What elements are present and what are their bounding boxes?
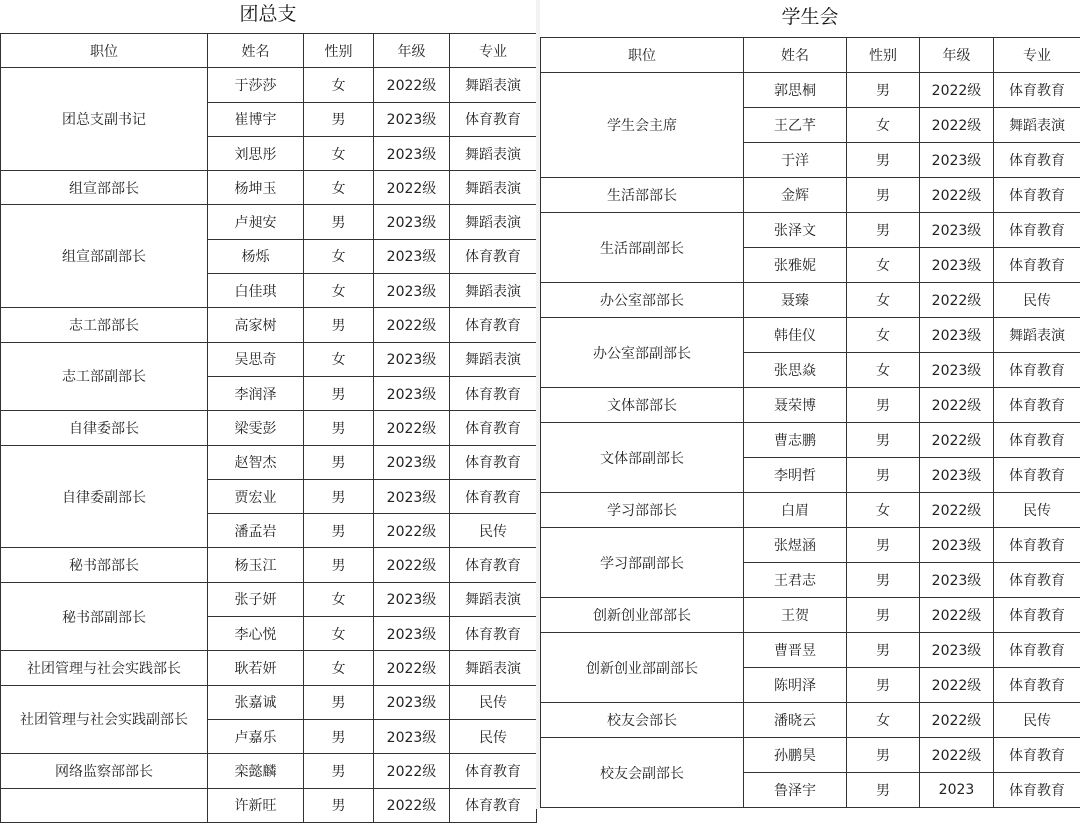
name-cell: 韩佳仪 — [744, 318, 847, 353]
position-cell: 志工部部长 — [1, 308, 208, 342]
gender-cell: 男 — [304, 102, 374, 136]
position-cell: 创新创业部副部长 — [541, 633, 744, 703]
name-cell: 于莎莎 — [208, 68, 304, 102]
grade-cell: 2023级 — [920, 633, 994, 668]
grade-cell: 2022级 — [374, 308, 450, 342]
major-cell: 体育教育 — [450, 411, 537, 445]
name-cell: 栾懿麟 — [208, 754, 304, 788]
grade-cell: 2023级 — [920, 528, 994, 563]
major-cell: 体育教育 — [450, 445, 537, 479]
grade-cell: 2023级 — [374, 136, 450, 170]
grade-cell: 2023级 — [374, 376, 450, 410]
grade-cell: 2023级 — [920, 143, 994, 178]
major-cell: 舞蹈表演 — [994, 318, 1080, 353]
gender-cell: 女 — [304, 171, 374, 205]
name-cell: 金辉 — [744, 178, 847, 213]
name-cell: 张嘉诚 — [208, 685, 304, 719]
grade-cell: 2023级 — [374, 479, 450, 513]
grade-cell: 2022级 — [374, 411, 450, 445]
position-cell: 团总支副书记 — [1, 68, 208, 171]
gender-cell: 男 — [304, 685, 374, 719]
table-header-row — [541, 38, 1080, 73]
table-row — [1, 754, 537, 788]
name-cell: 郭思桐 — [744, 73, 847, 108]
grade-cell: 2022级 — [374, 68, 450, 102]
table-row — [1, 445, 537, 479]
position-cell — [1, 788, 208, 822]
position-cell: 志工部副部长 — [1, 342, 208, 411]
major-cell: 舞蹈表演 — [450, 651, 537, 685]
major-cell: 体育教育 — [450, 102, 537, 136]
major-cell: 体育教育 — [450, 239, 537, 273]
major-cell: 体育教育 — [450, 754, 537, 788]
name-cell: 刘思彤 — [208, 136, 304, 170]
grade-cell: 2022级 — [920, 668, 994, 703]
major-cell: 舞蹈表演 — [450, 342, 537, 376]
grade-cell: 2023级 — [374, 239, 450, 273]
gender-cell: 女 — [847, 318, 920, 353]
table-body — [541, 73, 1080, 808]
gender-cell: 男 — [304, 376, 374, 410]
table-row — [1, 651, 537, 685]
gender-cell: 女 — [847, 248, 920, 283]
gender-cell: 男 — [847, 73, 920, 108]
grade-cell: 2023级 — [920, 563, 994, 598]
name-cell: 梁雯彭 — [208, 411, 304, 445]
gender-cell: 男 — [304, 411, 374, 445]
gender-cell: 男 — [847, 563, 920, 598]
position-cell: 校友会部长 — [541, 703, 744, 738]
table-title: 学生会 — [540, 2, 1080, 32]
gender-cell: 男 — [304, 445, 374, 479]
major-cell: 体育教育 — [994, 73, 1080, 108]
position-cell: 社团管理与社会实践副部长 — [1, 685, 208, 754]
name-cell: 卢昶安 — [208, 205, 304, 239]
major-cell: 舞蹈表演 — [450, 205, 537, 239]
gender-cell: 男 — [847, 178, 920, 213]
table-row — [541, 73, 1080, 108]
grade-cell: 2023级 — [920, 318, 994, 353]
gender-cell: 男 — [304, 548, 374, 582]
grade-cell: 2022级 — [920, 388, 994, 423]
header-gender: 性别 — [847, 38, 920, 73]
major-cell: 体育教育 — [994, 248, 1080, 283]
name-cell: 卢嘉乐 — [208, 719, 304, 753]
header-major: 专业 — [994, 38, 1080, 73]
table-row — [1, 685, 537, 719]
major-cell: 体育教育 — [994, 528, 1080, 563]
grade-cell: 2022级 — [374, 754, 450, 788]
grade-cell: 2022级 — [374, 514, 450, 548]
name-cell: 曹晋昱 — [744, 633, 847, 668]
name-cell: 高家树 — [208, 308, 304, 342]
name-cell: 杨烁 — [208, 239, 304, 273]
name-cell: 白佳琪 — [208, 274, 304, 308]
table-row — [1, 411, 537, 445]
major-cell: 舞蹈表演 — [994, 108, 1080, 143]
gender-cell: 男 — [304, 479, 374, 513]
table-row — [1, 68, 537, 102]
gender-cell: 女 — [304, 68, 374, 102]
gender-cell: 男 — [847, 598, 920, 633]
position-cell: 学生会主席 — [541, 73, 744, 178]
grade-cell: 2023 — [920, 773, 994, 808]
major-cell: 体育教育 — [450, 376, 537, 410]
header-grade: 年级 — [920, 38, 994, 73]
name-cell: 李心悦 — [208, 617, 304, 651]
name-cell: 张煜涵 — [744, 528, 847, 563]
table-row — [541, 213, 1080, 248]
grade-cell: 2022级 — [920, 493, 994, 528]
table-row — [1, 582, 537, 616]
major-cell: 民传 — [994, 283, 1080, 318]
gender-cell: 女 — [847, 493, 920, 528]
position-cell: 组宣部副部长 — [1, 205, 208, 308]
major-cell: 体育教育 — [994, 423, 1080, 458]
name-cell: 耿若妍 — [208, 651, 304, 685]
grade-cell: 2023级 — [374, 274, 450, 308]
grade-cell: 2023级 — [920, 458, 994, 493]
grade-cell: 2022级 — [374, 548, 450, 582]
major-cell: 舞蹈表演 — [450, 171, 537, 205]
position-cell: 文体部副部长 — [541, 423, 744, 493]
name-cell: 张雅妮 — [744, 248, 847, 283]
major-cell: 舞蹈表演 — [450, 582, 537, 616]
position-cell: 办公室部部长 — [541, 283, 744, 318]
name-cell: 王贺 — [744, 598, 847, 633]
gender-cell: 男 — [304, 719, 374, 753]
name-cell: 杨玉江 — [208, 548, 304, 582]
grade-cell: 2022级 — [920, 703, 994, 738]
table-row — [541, 178, 1080, 213]
gender-cell: 女 — [847, 353, 920, 388]
major-cell: 体育教育 — [994, 178, 1080, 213]
name-cell: 杨坤玉 — [208, 171, 304, 205]
table-row — [541, 528, 1080, 563]
table-row — [1, 788, 537, 822]
position-cell: 组宣部部长 — [1, 171, 208, 205]
gender-cell: 男 — [304, 205, 374, 239]
grade-cell: 2023级 — [374, 205, 450, 239]
table-row — [541, 703, 1080, 738]
grade-cell: 2023级 — [374, 445, 450, 479]
table-row — [541, 388, 1080, 423]
gender-cell: 男 — [847, 738, 920, 773]
gender-cell: 女 — [304, 136, 374, 170]
major-cell: 舞蹈表演 — [450, 274, 537, 308]
gender-cell: 女 — [304, 239, 374, 273]
name-cell: 潘孟岩 — [208, 514, 304, 548]
table-body — [1, 68, 537, 823]
table-header-row — [1, 34, 537, 68]
major-cell: 民传 — [450, 685, 537, 719]
table-row — [541, 633, 1080, 668]
major-cell: 体育教育 — [994, 388, 1080, 423]
major-cell: 体育教育 — [994, 563, 1080, 598]
name-cell: 许新旺 — [208, 788, 304, 822]
name-cell: 贾宏业 — [208, 479, 304, 513]
grade-cell: 2022级 — [920, 178, 994, 213]
position-cell: 网络监察部部长 — [1, 754, 208, 788]
name-cell: 曹志鹏 — [744, 423, 847, 458]
major-cell: 体育教育 — [994, 213, 1080, 248]
gender-cell: 男 — [847, 423, 920, 458]
position-cell: 生活部部长 — [541, 178, 744, 213]
grade-cell: 2022级 — [920, 108, 994, 143]
table-row — [1, 205, 537, 239]
grade-cell: 2023级 — [920, 213, 994, 248]
name-cell: 王君志 — [744, 563, 847, 598]
gender-cell: 女 — [304, 582, 374, 616]
major-cell: 体育教育 — [994, 458, 1080, 493]
gender-cell: 女 — [304, 342, 374, 376]
name-cell: 吴思奇 — [208, 342, 304, 376]
gender-cell: 男 — [847, 143, 920, 178]
gender-cell: 女 — [304, 651, 374, 685]
roster-table — [540, 37, 1080, 808]
name-cell: 李明哲 — [744, 458, 847, 493]
table-row — [1, 308, 537, 342]
gender-cell: 女 — [847, 108, 920, 143]
grade-cell: 2022级 — [920, 73, 994, 108]
name-cell: 陈明泽 — [744, 668, 847, 703]
gender-cell: 男 — [847, 388, 920, 423]
gender-cell: 男 — [304, 754, 374, 788]
header-position: 职位 — [541, 38, 744, 73]
grade-cell: 2022级 — [374, 171, 450, 205]
table-row — [541, 318, 1080, 353]
grade-cell: 2022级 — [374, 788, 450, 822]
gender-cell: 女 — [847, 703, 920, 738]
grade-cell: 2023级 — [920, 353, 994, 388]
grade-cell: 2022级 — [920, 738, 994, 773]
position-cell: 学习部部长 — [541, 493, 744, 528]
table-title: 团总支 — [0, 0, 536, 30]
name-cell: 赵智杰 — [208, 445, 304, 479]
header-name: 姓名 — [208, 34, 304, 68]
major-cell: 体育教育 — [450, 788, 537, 822]
major-cell: 体育教育 — [994, 143, 1080, 178]
grade-cell: 2022级 — [374, 651, 450, 685]
name-cell: 鲁泽宇 — [744, 773, 847, 808]
grade-cell: 2023级 — [374, 582, 450, 616]
position-cell: 社团管理与社会实践部长 — [1, 651, 208, 685]
gender-cell: 男 — [847, 528, 920, 563]
gender-cell: 男 — [304, 514, 374, 548]
grade-cell: 2023级 — [374, 342, 450, 376]
name-cell: 于洋 — [744, 143, 847, 178]
roster-table — [0, 33, 537, 823]
major-cell: 民传 — [994, 493, 1080, 528]
name-cell: 张子妍 — [208, 582, 304, 616]
header-gender: 性别 — [304, 34, 374, 68]
position-cell: 创新创业部部长 — [541, 598, 744, 633]
name-cell: 王乙芊 — [744, 108, 847, 143]
name-cell: 聂荣博 — [744, 388, 847, 423]
grade-cell: 2022级 — [920, 423, 994, 458]
name-cell: 崔博宇 — [208, 102, 304, 136]
table-row — [1, 342, 537, 376]
name-cell: 潘晓云 — [744, 703, 847, 738]
header-grade: 年级 — [374, 34, 450, 68]
major-cell: 民传 — [450, 719, 537, 753]
table-row — [541, 283, 1080, 318]
table-row — [541, 493, 1080, 528]
gender-cell: 男 — [304, 788, 374, 822]
grade-cell: 2022级 — [920, 283, 994, 318]
grade-cell: 2023级 — [374, 102, 450, 136]
position-cell: 自律委副部长 — [1, 445, 208, 548]
major-cell: 民传 — [994, 703, 1080, 738]
position-cell: 校友会副部长 — [541, 738, 744, 808]
position-cell: 学习部副部长 — [541, 528, 744, 598]
table-row — [541, 598, 1080, 633]
major-cell: 体育教育 — [994, 738, 1080, 773]
name-cell: 李润泽 — [208, 376, 304, 410]
header-name: 姓名 — [744, 38, 847, 73]
gender-cell: 男 — [847, 458, 920, 493]
major-cell: 体育教育 — [994, 633, 1080, 668]
gender-cell: 女 — [304, 274, 374, 308]
major-cell: 体育教育 — [450, 617, 537, 651]
header-major: 专业 — [450, 34, 537, 68]
major-cell: 舞蹈表演 — [450, 136, 537, 170]
gender-cell: 男 — [847, 213, 920, 248]
grade-cell: 2023级 — [374, 719, 450, 753]
major-cell: 体育教育 — [450, 548, 537, 582]
gender-cell: 女 — [304, 617, 374, 651]
gender-cell: 男 — [847, 773, 920, 808]
gender-cell: 男 — [304, 308, 374, 342]
major-cell: 舞蹈表演 — [450, 68, 537, 102]
major-cell: 民传 — [450, 514, 537, 548]
major-cell: 体育教育 — [994, 353, 1080, 388]
grade-cell: 2023级 — [374, 685, 450, 719]
table-row — [1, 548, 537, 582]
header-position: 职位 — [1, 34, 208, 68]
position-cell: 秘书部副部长 — [1, 582, 208, 651]
grade-cell: 2023级 — [920, 248, 994, 283]
name-cell: 白眉 — [744, 493, 847, 528]
position-cell: 办公室部副部长 — [541, 318, 744, 388]
gender-cell: 男 — [847, 633, 920, 668]
name-cell: 张泽文 — [744, 213, 847, 248]
gender-cell: 女 — [847, 283, 920, 318]
major-cell: 体育教育 — [450, 308, 537, 342]
major-cell: 体育教育 — [994, 598, 1080, 633]
grade-cell: 2023级 — [374, 617, 450, 651]
gender-cell: 男 — [847, 668, 920, 703]
major-cell: 体育教育 — [994, 668, 1080, 703]
position-cell: 秘书部部长 — [1, 548, 208, 582]
name-cell: 张思焱 — [744, 353, 847, 388]
name-cell: 孙鹏昊 — [744, 738, 847, 773]
table-row — [541, 738, 1080, 773]
table-row — [1, 171, 537, 205]
name-cell: 聂臻 — [744, 283, 847, 318]
major-cell: 体育教育 — [994, 773, 1080, 808]
position-cell: 自律委部长 — [1, 411, 208, 445]
position-cell: 文体部部长 — [541, 388, 744, 423]
position-cell: 生活部副部长 — [541, 213, 744, 283]
grade-cell: 2022级 — [920, 598, 994, 633]
major-cell: 体育教育 — [450, 479, 537, 513]
table-row — [541, 423, 1080, 458]
